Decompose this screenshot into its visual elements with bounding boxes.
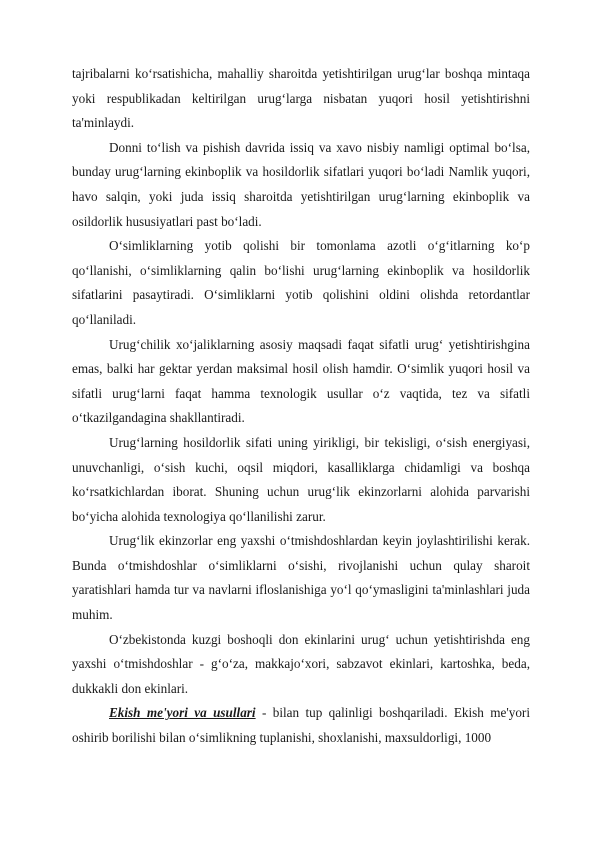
paragraph-8-text: - bilan tup qalinligi boshqariladi. Ekish me'yori oshirib borilishi bilan o‘simlikning tuplanishi, shoxlanishi, maxsuldorligi, 1000 [72, 705, 530, 746]
paragraph-4: Urug‘chilik xo‘jaliklarning asosiy maqsadi faqat sifatli urug‘ yetishtirishgina emas, balki har gektar yerdan maksimal hosil olish hamdir. O‘simlik yuqori hosil va sifatli urug‘larni faqat hamma texnologik usullar o‘z vaqtida, tez va sifatli o‘tkazilgandagina shakllantiradi. [72, 336, 530, 426]
paragraph-6: Urug‘lik ekinzorlar eng yaxshi o‘tmishdoshlardan keyin joylashtirilishi kerak. Bunda o‘tmishdoshlar o‘simliklarni o‘sishi, rivojlanishi uchun qulay sharoit yaratishlari hamda tur va navlarni ifloslanishiga yo‘l qo‘ymasligini ta'minlashlari juda muhim. [72, 533, 530, 623]
paragraph-1: tajribalarni ko‘rsatishicha, mahalliy sharoitda yetishtirilgan urug‘lar boshqa mintaqa yoki respublikadan keltirilgan urug‘larga nisbatan yuqori hosil yetishtirishni ta'minlaydi. [72, 66, 530, 131]
paragraph-5: Urug‘larning hosildorlik sifati uning yirikligi, bir tekisligi, o‘sish energiyasi, unuvchanligi, o‘sish kuchi, oqsil miqdori, kasalliklarga chidamligi va boshqa ko‘rsatkichlardan iborat. Shuning uchun urug‘lik ekinzorlarni alohida parvarishi bo‘yicha alohida texnologiya qo‘llanilishi zarur. [72, 434, 530, 524]
paragraph-8 [72, 701, 530, 750]
paragraph-3: O‘simliklarning yotib qolishi bir tomonlama azotli o‘g‘itlarning ko‘p qo‘llanishi, o‘simliklarning qalin bo‘lishi urug‘larning ekinboplik va hosildorlik sifatlarini pasaytiradi. O‘simliklarni yotib qolishini oldini olishda retordantlar qo‘llaniladi. [72, 238, 530, 327]
paragraph-7: O‘zbekistonda kuzgi boshoqli don ekinlarini urug‘ uchun yetishtirishda eng yaxshi o‘tmishdoshlar - g‘o‘za, makkajo‘xori, sabzavot ekinlari, kartoshka, beda, dukkakli don ekinlari. [72, 631, 530, 696]
section-term: Ekish me'yori va usullari [109, 705, 256, 721]
paragraph-2: Donni to‘lish va pishish davrida issiq va xavo nisbiy namligi optimal bo‘lsa, bunday urug‘larning ekinboplik va hosildorlik sifatlari yuqori bo‘ladi Namlik yuqori, havo salqin, yoki juda issiq sharoitda yetishtirilgan urug‘larning ekinboplik va osildorlik hususiyatlari past bo‘ladi. [72, 139, 530, 229]
